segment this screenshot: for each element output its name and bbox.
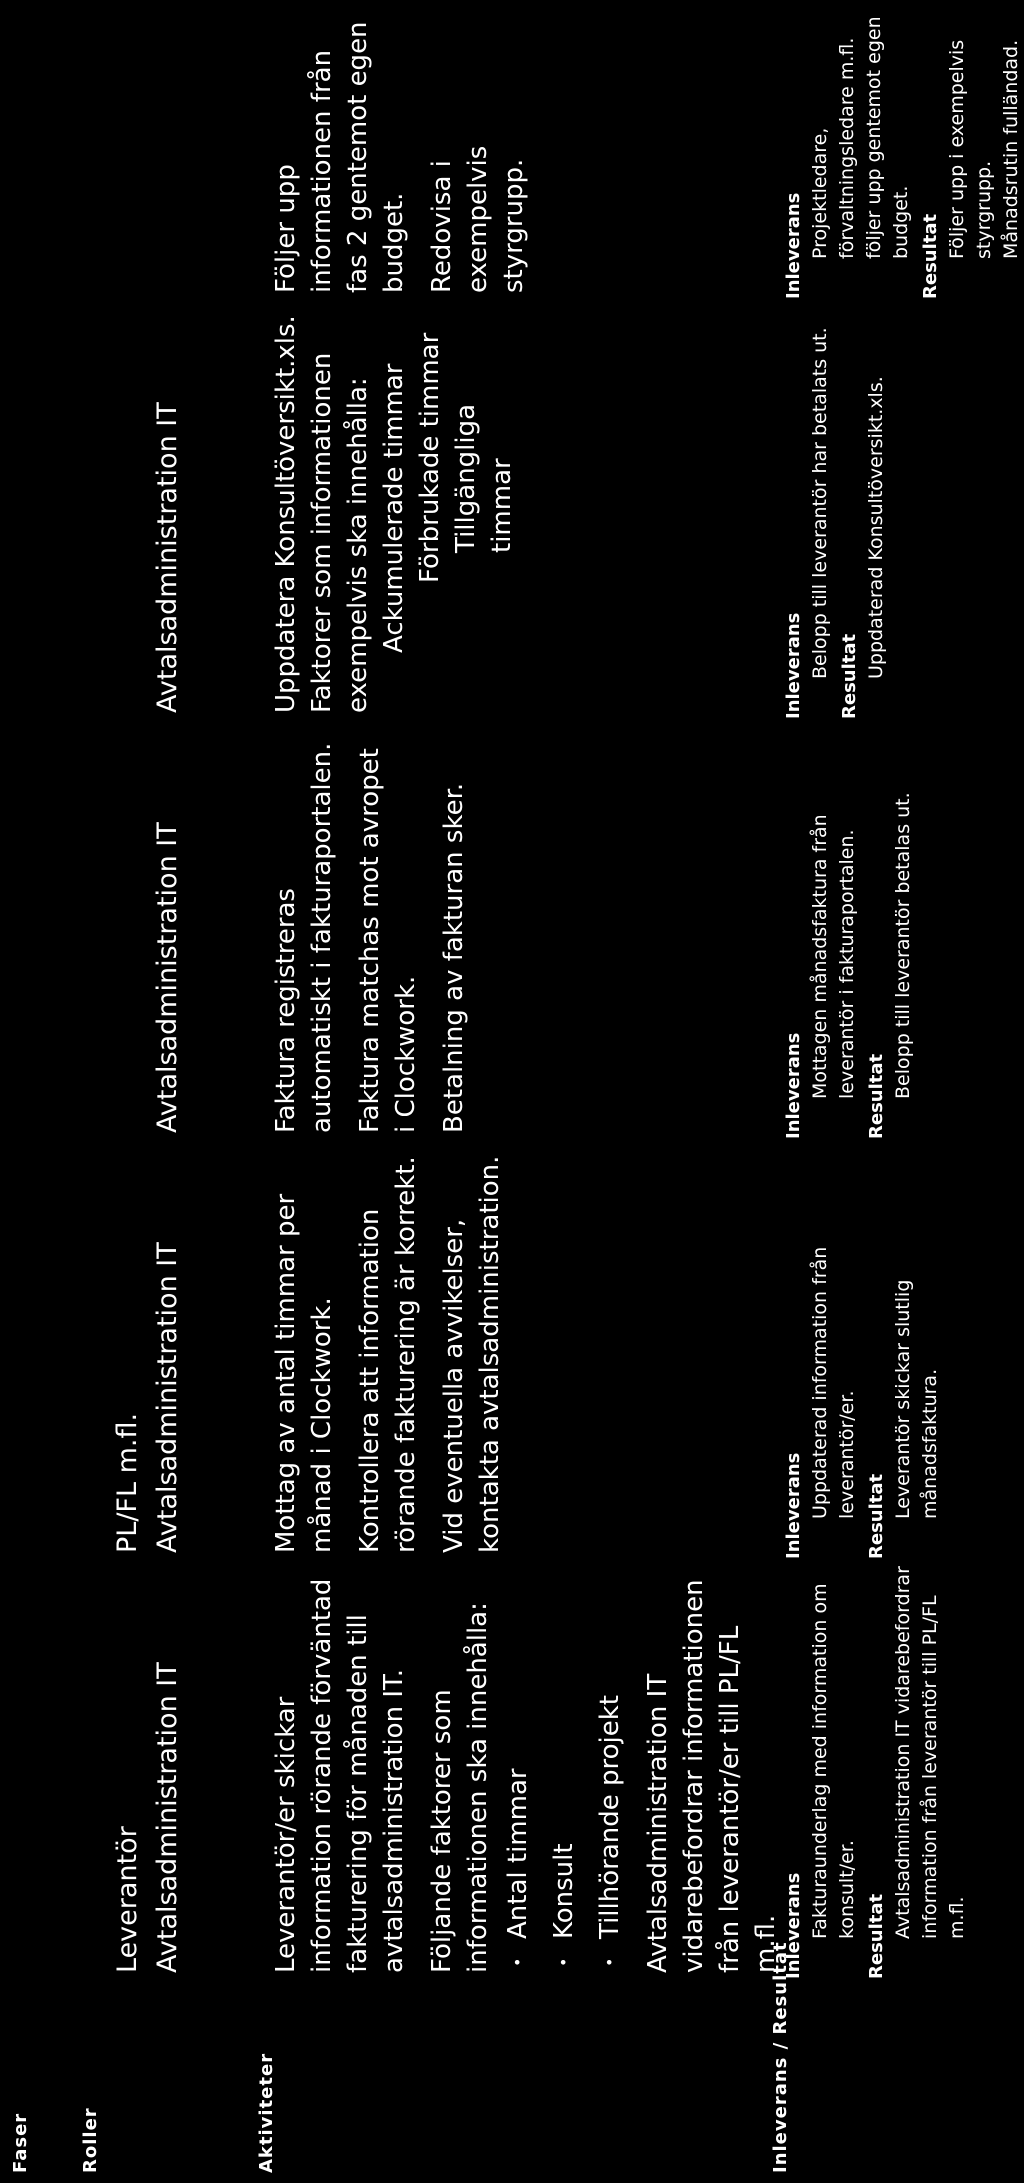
activity-text: Faktura matchas mot avropet i Clockwork. [355,748,421,1133]
resultat-label: Resultat [866,1053,887,1139]
role-item: Leverantör [112,1826,143,1973]
inleverans-text: Projektledare, förvaltningsledare m.fl. följer upp gentemot egen budget. [809,16,912,259]
inleverans-text: Belopp till leverantör har betalats ut. [809,327,831,679]
activity-text: Faktorer som informationen exempelvis ska innehålla: [307,352,373,713]
activity-text: Betalning av fakturan sker. [439,782,469,1133]
resultat-text: Avtalsadministration IT vidarebefordrar information från leverantör till PL/FL m.fl. [892,1566,968,1939]
activity-text: Följer upp informationen från fas 2 gentemot egen budget. [271,21,409,293]
deliverables-block [778,1559,971,1979]
activity-bullet: • Antal timmar [500,1573,536,1973]
inleverans-label: Inleverans [783,1872,804,1979]
activity-list [268,733,484,1133]
row-header-phases: Faser [10,2112,31,2173]
resultat-label: Resultat [866,1473,887,1559]
inleverans-label: Inleverans [783,192,804,299]
activity-text: Leverantör/er skickar information rörande förväntad fakturering för månaden till avtalsadministration IT. [271,1578,409,1973]
resultat-label: Resultat [839,633,860,719]
inleverans-label: Inleverans [783,1032,804,1139]
role-item: PL/FL m.fl. [112,1412,143,1553]
resultat-text: Belopp till leverantör betalas ut. [892,792,914,1099]
resultat-text: Uppdaterad Konsultöversikt.xls. [865,376,887,679]
role-item: Avtalsadministration IT [152,1662,183,1973]
resultat-text: Leverantör skickar slutlig månadsfaktura. [892,1279,941,1519]
role-item: Avtalsadministration IT [152,402,183,713]
row-header-activities: Aktiviteter [256,2052,277,2173]
activity-text: Avtalsadministration IT vidarebefordrar informationen från leverantör/er till PL/FL m.fl. [643,1579,781,1973]
activity-list [268,303,532,713]
inleverans-label: Inleverans [783,1452,804,1559]
activity-bullet: • Tillhörande projekt [592,1573,628,1973]
activity-subitem: Förbrukade timmar [415,332,445,583]
activity-list [268,8,544,293]
inleverans-label: Inleverans [783,612,804,719]
activity-text: Redovisa i exempelvis styrgrupp. [427,145,529,293]
activity-text: Följande faktorer som informationen ska innehålla: [427,1602,493,1973]
activity-text: Uppdatera Konsultöversikt.xls. [271,315,301,713]
deliverables-block [778,4,1024,299]
resultat-text: Följer upp i exempelvis styrgrupp. [946,39,995,259]
activity-list [268,1573,796,1973]
role-item: Avtalsadministration IT [152,1242,183,1553]
activity-text: Vid eventuella avvikelser, kontakta avtalsadministration. [439,1155,505,1553]
resultat-extra-text: Månadsrutin fulländad. [1000,39,1022,259]
inleverans-text: Uppdaterad information från leverantör/er. [809,1246,858,1519]
inleverans-text: Mottagen månadsfaktura från leverantör i fakturaportalen. [809,814,858,1099]
resultat-label: Resultat [920,213,941,299]
deliverables-block [778,309,890,719]
row-header-deliverables: Inleverans / Resultat [770,1941,791,2173]
inleverans-text: Fakturaunderlag med information om konsult/er. [809,1583,858,1939]
deliverables-block [778,749,917,1139]
activity-list [268,1153,520,1553]
row-header-roles: Roller [80,2107,101,2173]
activity-text: Mottag av antal timmar per månad i Clockwork. [271,1193,337,1553]
resultat-label: Resultat [866,1893,887,1979]
activity-bullet: • Konsult [546,1573,582,1973]
activity-text: Faktura registreras automatiskt i fakturaportalen. [271,742,337,1133]
role-item: Avtalsadministration IT [152,822,183,1133]
activity-subitem: Tillgängliga timmar [451,403,517,553]
activity-text: Kontrollera att information rörande fakturering är korrekt. [355,1156,421,1553]
deliverables-block [778,1159,944,1559]
activity-subitem: Ackumulerade timmar [379,363,409,653]
